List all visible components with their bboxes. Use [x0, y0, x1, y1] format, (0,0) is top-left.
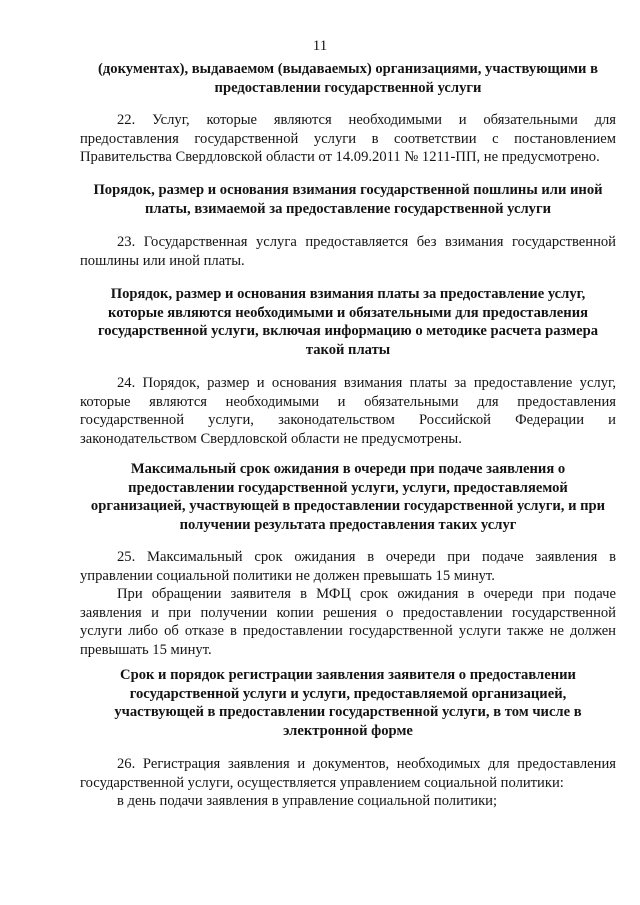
- section-heading-registration: Срок и порядок регистрации заявления заявителя о предоставлении государственной услуги и услуги, предоставляемой организацией, участвующей в предоставлении государственной услуги, в том числе в электронной форме: [114, 667, 582, 739]
- section-heading-documents: (документах), выдаваемом (выдаваемых) организациями, участвующими в предоставлении государственной услуги: [98, 61, 598, 96]
- paragraph-25: 25. Максимальный срок ожидания в очереди при подаче заявления в управлении социальной политики не должен превышать 15 минут.: [80, 549, 616, 584]
- section-heading-service-fee: Порядок, размер и основания взимания платы за предоставление услуг, которые являются необходимыми и обязательными для предоставления государственной услуги, включая информацию о методике расчета размера такой платы: [97, 286, 599, 358]
- paragraph-23: 23. Государственная услуга предоставляется без взимания государственной пошлины или иной платы.: [80, 234, 616, 269]
- paragraph-25-mfc: При обращении заявителя в МФЦ срок ожидания в очереди при подаче заявления и при получении копии решения о предоставлении государственной услуги либо об отказе в предоставлении государственной услуги также не должен превышать 15 минут.: [80, 586, 616, 658]
- paragraph-26: 26. Регистрация заявления и документов, необходимых для предоставления государственной услуги, осуществляется управлением социальной политики:: [80, 756, 616, 791]
- section-heading-queue-time: Максимальный срок ожидания в очереди при подаче заявления о предоставлении государственной услуги, услуги, предоставляемой организацией, участвующей в предоставлении государственной услуги, и при получении результата предоставления таких услуг: [90, 461, 606, 533]
- paragraph-26-day-of-submission: в день подачи заявления в управление социальной политики;: [117, 793, 498, 809]
- paragraph-24: 24. Порядок, размер и основания взимания платы за предоставление услуг, которые являются необходимыми и обязательными для предоставления государственной услуги, законодательством Российской Федерации и законодательством Свердловской области не предусмотрены.: [80, 375, 616, 447]
- page-number: 11: [312, 38, 328, 54]
- section-heading-state-fee: Порядок, размер и основания взимания государственной пошлины или иной платы, взимаемой за предоставление государственной услуги: [93, 182, 603, 217]
- paragraph-22: 22. Услуг, которые являются необходимыми и обязательными для предоставления государственной услуги в соответствии с постановлением Правительства Свердловской области от 14.09.2011 № 1211-ПП, не предусмотрено.: [80, 112, 616, 165]
